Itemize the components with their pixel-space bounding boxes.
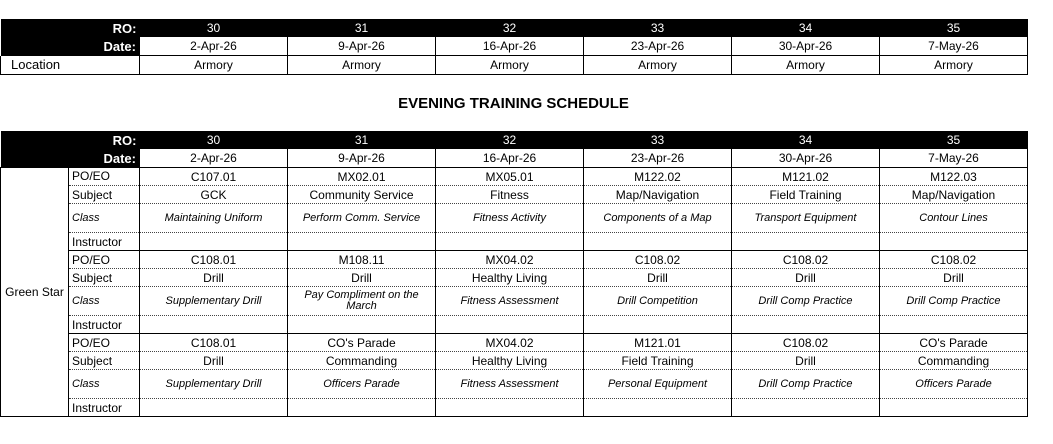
subject-cell: Healthy Living: [436, 269, 584, 287]
class-cell: Officers Parade: [880, 370, 1028, 399]
date-cell: 30-Apr-26: [732, 37, 880, 56]
subject-cell: Drill: [732, 269, 880, 287]
subject-cell: Drill: [732, 352, 880, 370]
instructor-cell: [288, 233, 436, 251]
instructor-cell: [140, 399, 288, 417]
subject-cell: Commanding: [880, 352, 1028, 370]
po-eo-cell: C108.02: [732, 334, 880, 352]
ro-cell: 30: [140, 131, 288, 149]
location-cell: Armory: [140, 56, 288, 75]
po-eo-cell: MX02.01: [288, 168, 436, 186]
location-cell: Armory: [288, 56, 436, 75]
instructor-cell: [880, 233, 1028, 251]
row-type-label: PO/EO: [69, 251, 140, 269]
schedule-row: [1, 370, 1028, 399]
instructor-cell: [732, 233, 880, 251]
instructor-cell: [288, 316, 436, 334]
date-row: [1, 37, 1028, 56]
location-label: Location: [1, 56, 140, 75]
ro-cell: 32: [436, 19, 584, 37]
po-eo-cell: M121.02: [732, 168, 880, 186]
class-cell: Fitness Assessment: [436, 370, 584, 399]
schedule-row: [1, 251, 1028, 269]
date-cell: 9-Apr-26: [288, 37, 436, 56]
po-eo-cell: M121.01: [584, 334, 732, 352]
instructor-cell: [732, 316, 880, 334]
class-cell: Drill Competition: [584, 287, 732, 316]
instructor-cell: [584, 233, 732, 251]
po-eo-cell: C107.01: [140, 168, 288, 186]
ro-cell: 34: [732, 19, 880, 37]
schedule-row: [1, 168, 1028, 186]
po-eo-cell: M122.02: [584, 168, 732, 186]
class-cell: Components of a Map: [584, 204, 732, 233]
schedule-row: [1, 233, 1028, 251]
row-type-label: Instructor: [69, 233, 140, 251]
subject-cell: Field Training: [584, 352, 732, 370]
instructor-cell: [732, 399, 880, 417]
date-label: Date:: [69, 37, 140, 56]
schedule-row: [1, 352, 1028, 370]
date-cell: 7-May-26: [880, 149, 1028, 168]
row-type-label: Class: [69, 287, 140, 316]
class-cell: Fitness Assessment: [436, 287, 584, 316]
location-row: [1, 56, 1028, 75]
ro-row: [1, 131, 1028, 149]
class-cell: Pay Compliment on the March: [288, 287, 436, 316]
date-cell: 7-May-26: [880, 37, 1028, 56]
date-cell: 2-Apr-26: [140, 37, 288, 56]
subject-cell: Drill: [880, 269, 1028, 287]
instructor-cell: [436, 316, 584, 334]
ro-row: [1, 19, 1028, 37]
ro-cell: 32: [436, 131, 584, 149]
schedule-row: [1, 399, 1028, 417]
po-eo-cell: MX05.01: [436, 168, 584, 186]
ro-label: RO:: [69, 131, 140, 149]
instructor-cell: [584, 316, 732, 334]
instructor-cell: [288, 399, 436, 417]
po-eo-cell: C108.01: [140, 251, 288, 269]
row-type-label: PO/EO: [69, 168, 140, 186]
row-type-label: PO/EO: [69, 334, 140, 352]
period-rows: [1, 168, 1028, 417]
date-cell: 23-Apr-26: [584, 149, 732, 168]
po-eo-cell: C108.01: [140, 334, 288, 352]
class-cell: Personal Equipment: [584, 370, 732, 399]
ro-label: RO:: [69, 19, 140, 37]
subject-cell: Drill: [584, 269, 732, 287]
class-cell: Transport Equipment: [732, 204, 880, 233]
date-cell: 9-Apr-26: [288, 149, 436, 168]
row-type-label: Subject: [69, 186, 140, 204]
po-eo-cell: MX04.02: [436, 251, 584, 269]
location-cell: Armory: [584, 56, 732, 75]
po-eo-cell: C108.02: [732, 251, 880, 269]
ro-cell: 33: [584, 131, 732, 149]
ro-cell: 34: [732, 131, 880, 149]
ro-cell: 35: [880, 131, 1028, 149]
date-label: Date:: [69, 149, 140, 168]
subject-cell: Drill: [140, 352, 288, 370]
po-eo-cell: M122.03: [880, 168, 1028, 186]
instructor-cell: [140, 233, 288, 251]
date-cell: 23-Apr-26: [584, 37, 732, 56]
schedule-table: [0, 131, 1028, 417]
po-eo-cell: CO's Parade: [880, 334, 1028, 352]
subject-cell: Map/Navigation: [584, 186, 732, 204]
group-label: Green Star: [1, 168, 69, 417]
class-cell: Drill Comp Practice: [732, 370, 880, 399]
class-cell: Drill Comp Practice: [880, 287, 1028, 316]
class-cell: Maintaining Uniform: [140, 204, 288, 233]
class-cell: Drill Comp Practice: [732, 287, 880, 316]
class-cell: Supplementary Drill: [140, 287, 288, 316]
instructor-cell: [880, 316, 1028, 334]
po-eo-cell: C108.02: [880, 251, 1028, 269]
subject-cell: Fitness: [436, 186, 584, 204]
schedule-row: [1, 269, 1028, 287]
subject-cell: Healthy Living: [436, 352, 584, 370]
po-eo-cell: MX04.02: [436, 334, 584, 352]
subject-cell: Field Training: [732, 186, 880, 204]
class-cell: Perform Comm. Service: [288, 204, 436, 233]
po-eo-cell: M108.11: [288, 251, 436, 269]
row-type-label: Instructor: [69, 316, 140, 334]
schedule-title: EVENING TRAINING SCHEDULE: [398, 95, 629, 112]
ro-cell: 33: [584, 19, 732, 37]
schedule-row: [1, 204, 1028, 233]
ro-cell: 31: [288, 19, 436, 37]
instructor-cell: [436, 399, 584, 417]
date-cell: 16-Apr-26: [436, 37, 584, 56]
location-cell: Armory: [436, 56, 584, 75]
summary-table: [0, 19, 1028, 75]
subject-cell: Commanding: [288, 352, 436, 370]
date-row: [1, 149, 1028, 168]
ro-cell: 30: [140, 19, 288, 37]
ro-cell: 35: [880, 19, 1028, 37]
schedule-row: [1, 186, 1028, 204]
row-type-label: Subject: [69, 269, 140, 287]
row-type-label: Class: [69, 370, 140, 399]
class-cell: Contour Lines: [880, 204, 1028, 233]
subject-cell: Drill: [288, 269, 436, 287]
instructor-cell: [880, 399, 1028, 417]
date-cell: 30-Apr-26: [732, 149, 880, 168]
instructor-cell: [140, 316, 288, 334]
location-cell: Armory: [880, 56, 1028, 75]
po-eo-cell: C108.02: [584, 251, 732, 269]
row-type-label: Instructor: [69, 399, 140, 417]
instructor-cell: [436, 233, 584, 251]
class-cell: Supplementary Drill: [140, 370, 288, 399]
schedule-row: [1, 287, 1028, 316]
po-eo-cell: CO's Parade: [288, 334, 436, 352]
subject-cell: Community Service: [288, 186, 436, 204]
class-cell: Fitness Activity: [436, 204, 584, 233]
date-cell: 16-Apr-26: [436, 149, 584, 168]
row-type-label: Subject: [69, 352, 140, 370]
subject-cell: Map/Navigation: [880, 186, 1028, 204]
schedule-row: [1, 334, 1028, 352]
subject-cell: Drill: [140, 269, 288, 287]
subject-cell: GCK: [140, 186, 288, 204]
schedule-row: [1, 316, 1028, 334]
row-type-label: Class: [69, 204, 140, 233]
location-cell: Armory: [732, 56, 880, 75]
instructor-cell: [584, 399, 732, 417]
ro-cell: 31: [288, 131, 436, 149]
class-cell: Officers Parade: [288, 370, 436, 399]
date-cell: 2-Apr-26: [140, 149, 288, 168]
